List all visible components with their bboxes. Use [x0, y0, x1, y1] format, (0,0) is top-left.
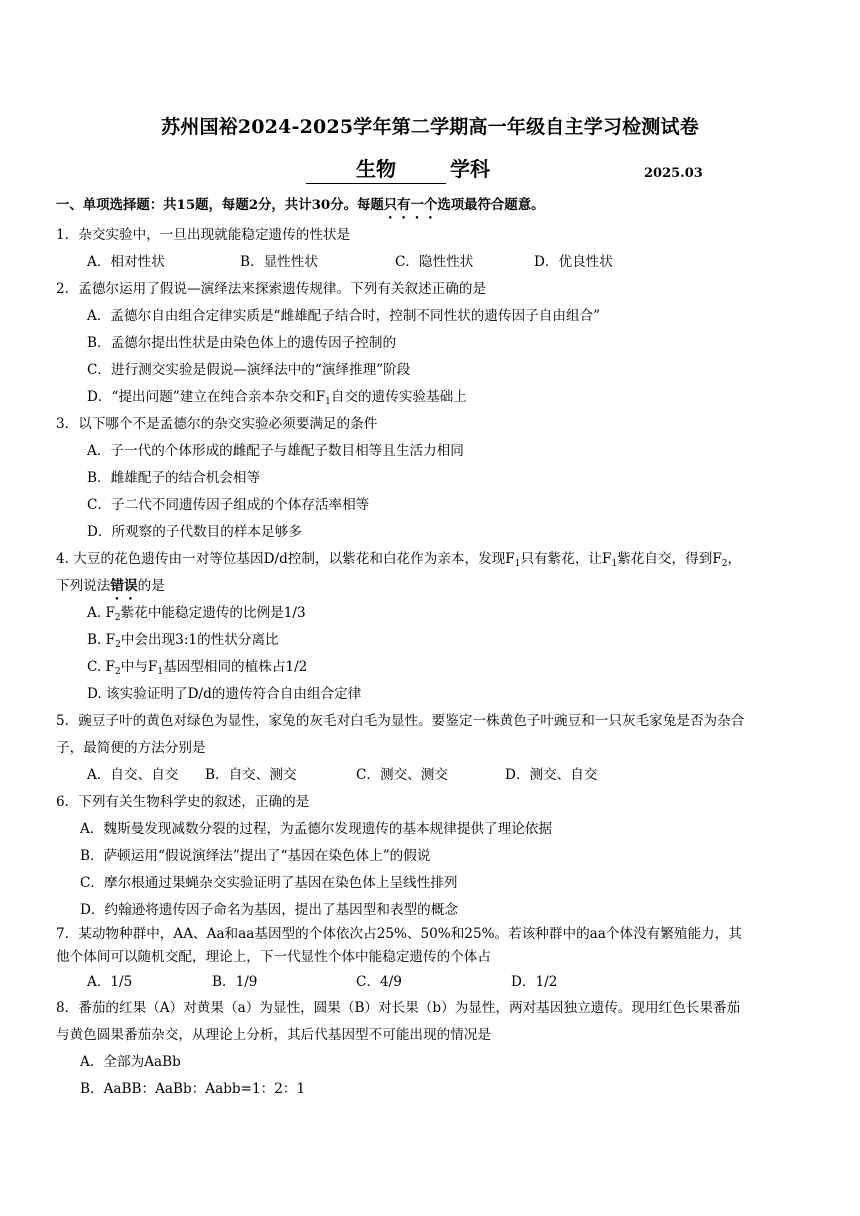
q5-option-a: A．自交、自交	[87, 767, 179, 783]
q1-option-a: A．相对性状	[87, 254, 165, 270]
q4-option-d: D. 该实验证明了D/d的遗传符合自由组合定律	[87, 686, 362, 702]
question-8-stem: 8．番茄的红果（A）对黄果（a）为显性，圆果（B）对长果（b）为显性，两对基因独立遗传。现用红色长果番茄	[56, 1000, 741, 1016]
q6-option-c: C．摩尔根通过果蝇杂交实验证明了基因在染色体上呈线性排列	[80, 875, 458, 891]
emphasis-text: 只有一个	[383, 197, 438, 213]
question-4-stem-line2: 下列说法错误的是	[56, 578, 165, 594]
q2-option-c: C．进行测交实验是假说—演绎法中的“演绎推理”阶段	[87, 362, 411, 378]
section-heading: 一、单项选择题：共15题，每题2分，共计30分。每题只有一个选项最符合题意。	[56, 197, 545, 213]
exam-date: 2025.03	[644, 166, 703, 181]
q3-option-c: C．子二代不同遗传因子组成的个体存活率相等	[87, 497, 370, 513]
question-8-stem-line2: 与黄色圆果番茄杂交，从理论上分析，其后代基因型不可能出现的情况是	[56, 1027, 491, 1043]
question-7-stem: 7．某动物种群中，AA、Aa和aa基因型的个体依次占25%、50%和25%。若该种群中的aa个体没有繁殖能力，其	[56, 926, 742, 942]
q7-option-a: A．1/5	[87, 974, 133, 990]
q5-option-b: B．自交、测交	[205, 767, 297, 783]
q1-option-c: C．隐性性状	[395, 254, 474, 270]
q7-option-d: D．1/2	[511, 974, 558, 990]
q4-option-b: B. $F_2$中会出现3:1的性状分离比	[87, 632, 279, 650]
question-5-stem: 5．豌豆子叶的黄色对绿色为显性，家兔的灰毛对白毛为显性。要鉴定一株黄色子叶豌豆和一只灰毛家兔是否为杂合	[56, 713, 745, 729]
question-1-stem: 1．杂交实验中，一旦出现就能稳定遗传的性状是	[56, 227, 351, 243]
q4-option-a: A. $F_2$紫花中能稳定遗传的比例是1/3	[87, 605, 306, 623]
q3-option-a: A．子一代的个体形成的雌配子与雄配子数目相等且生活力相同	[87, 443, 464, 459]
question-7-stem-line2: 他个体间可以随机交配，理论上，下一代显性个体中能稳定遗传的个体占	[56, 949, 491, 965]
question-4-stem: 4. 大豆的花色遗传由一对等位基因D/d控制，以紫花和白花作为亲本，发现$F_1$只有紫花，让$F_1$紫花自交，得到$F_2$，	[56, 551, 742, 569]
q6-option-a: A．魏斯曼发现减数分裂的过程，为孟德尔发现遗传的基本规律提供了理论依据	[80, 821, 553, 837]
q1-option-b: B．显性性状	[240, 254, 318, 270]
q2-option-b: B．孟德尔提出性状是由染色体上的遗传因子控制的	[87, 335, 397, 351]
q3-option-b: B．雌雄配子的结合机会相等	[87, 470, 261, 486]
question-5-stem-line2: 子，最简便的方法分别是	[56, 740, 206, 756]
subject-name: 生物	[306, 156, 446, 184]
q2-option-d: D．“提出问题”建立在纯合亲本杂交和$F_1$自交的遗传实验基础上	[87, 389, 467, 407]
q3-option-d: D．所观察的子代数目的样本足够多	[87, 524, 302, 540]
q7-option-c: C．4/9	[356, 974, 402, 990]
subject-line	[0, 156, 860, 186]
question-3-stem: 3．以下哪个不是孟德尔的杂交实验必须要满足的条件	[56, 416, 378, 432]
question-2-stem: 2．孟德尔运用了假说—演绎法来探索遗传规律。下列有关叙述正确的是	[56, 281, 487, 297]
q4-option-c: C. $F_2$中与$F_1$基因型相同的植株占1/2	[87, 659, 308, 677]
q6-option-b: B．萨顿运用“假说演绎法”提出了“基因在染色体上”的假说	[80, 848, 431, 864]
q2-option-a: A．孟德尔自由组合定律实质是“雌雄配子结合时，控制不同性状的遗传因子自由组合”	[87, 308, 601, 324]
q8-option-a: A．全部为AaBb	[80, 1054, 181, 1070]
q6-option-d: D．约翰逊将遗传因子命名为基因，提出了基因型和表型的概念	[80, 902, 458, 918]
q8-option-b: B．AaBB：AaBb：Aabb=1：2：1	[80, 1081, 306, 1097]
q5-option-c: C．测交、测交	[356, 767, 448, 783]
subject-suffix: 学科	[450, 157, 490, 181]
q7-option-b: B．1/9	[212, 974, 258, 990]
q1-option-d: D．优良性状	[534, 254, 613, 270]
exam-title: 苏州国裕2024-2025学年第二学期高一年级自主学习检测试卷	[161, 116, 699, 138]
emphasis-text: 错误	[110, 578, 138, 594]
q5-option-d: D．测交、自交	[505, 767, 598, 783]
question-6-stem: 6．下列有关生物科学史的叙述，正确的是	[56, 794, 310, 810]
